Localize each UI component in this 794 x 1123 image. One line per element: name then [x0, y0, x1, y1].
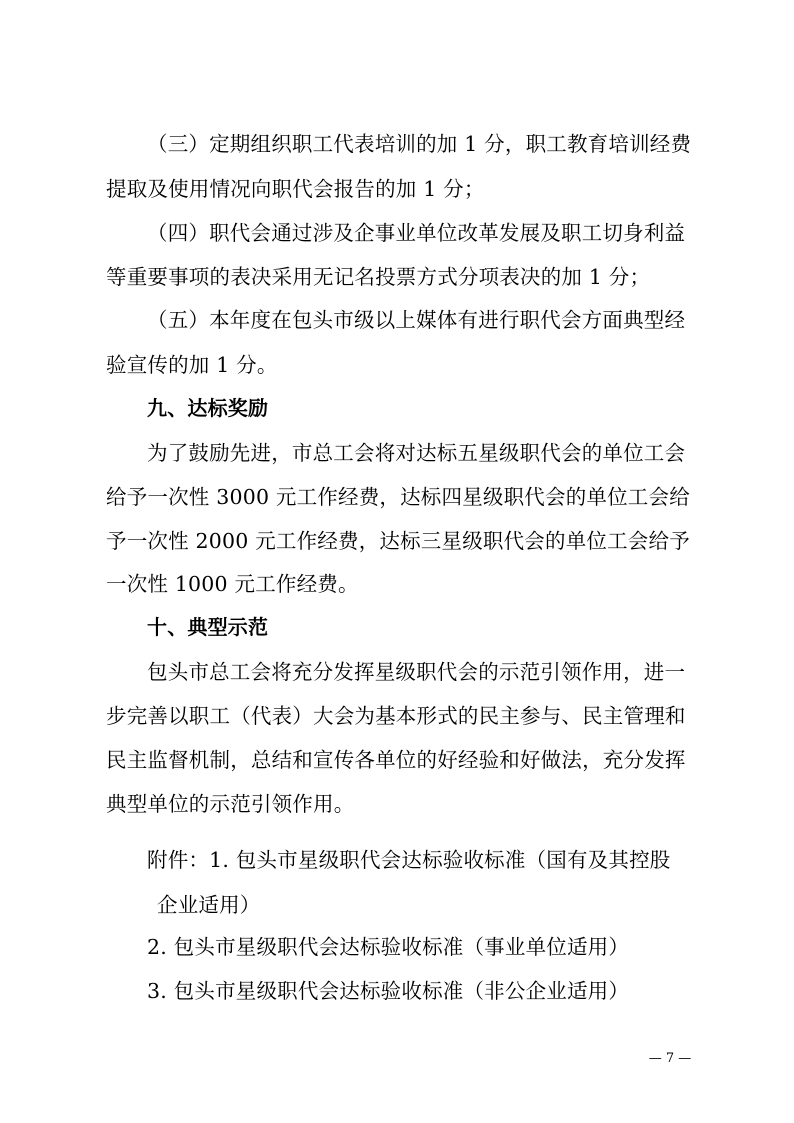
- item-5-line-2: 验宣传的加 1 分。: [106, 353, 278, 377]
- reward-line-4: 一次性 1000 元工作经费。: [106, 572, 359, 596]
- reward-line-3: 予一次性 2000 元工作经费，达标三星级职代会的单位工会给予: [106, 529, 690, 553]
- item-4-line-2: 等重要事项的表决采用无记名投票方式分项表决的加 1 分；: [106, 265, 651, 289]
- section-9-heading: 九、达标奖励: [147, 396, 269, 420]
- attachment-line-2: 2. 包头市星级职代会达标验收标准（事业单位适用）: [147, 935, 630, 959]
- attachment-line-3: 3. 包头市星级职代会达标验收标准（非公企业适用）: [147, 979, 630, 1003]
- reward-line-1: 为了鼓励先进，市总工会将对达标五星级职代会的单位工会: [147, 441, 686, 465]
- attachment-line-1: 附件：1. 包头市星级职代会达标验收标准（国有及其控股: [147, 848, 671, 872]
- reward-line-2: 给予一次性 3000 元工作经费，达标四星级职代会的单位工会给: [106, 485, 690, 509]
- item-4-line-1: （四）职代会通过涉及企事业单位改革发展及职工切身利益: [147, 221, 686, 245]
- demo-line-1: 包头市总工会将充分发挥星级职代会的示范引领作用，进一: [147, 660, 686, 684]
- demo-line-3: 民主监督机制，总结和宣传各单位的好经验和好做法，充分发挥: [106, 748, 686, 772]
- item-3-line-1: （三）定期组织职工代表培训的加 1 分，职工教育培训经费: [147, 132, 692, 156]
- demo-line-2: 步完善以职工（代表）大会为基本形式的民主参与、民主管理和: [106, 704, 686, 728]
- demo-line-4: 典型单位的示范引领作用。: [106, 792, 355, 816]
- attachment-line-1-continued: 企业适用）: [157, 893, 261, 917]
- page-number: — 7 —: [648, 1051, 692, 1066]
- item-3-line-2: 提取及使用情况向职代会报告的加 1 分；: [106, 177, 485, 201]
- item-5-line-1: （五）本年度在包头市级以上媒体有进行职代会方面典型经: [147, 308, 686, 332]
- section-10-heading: 十、典型示范: [147, 615, 269, 639]
